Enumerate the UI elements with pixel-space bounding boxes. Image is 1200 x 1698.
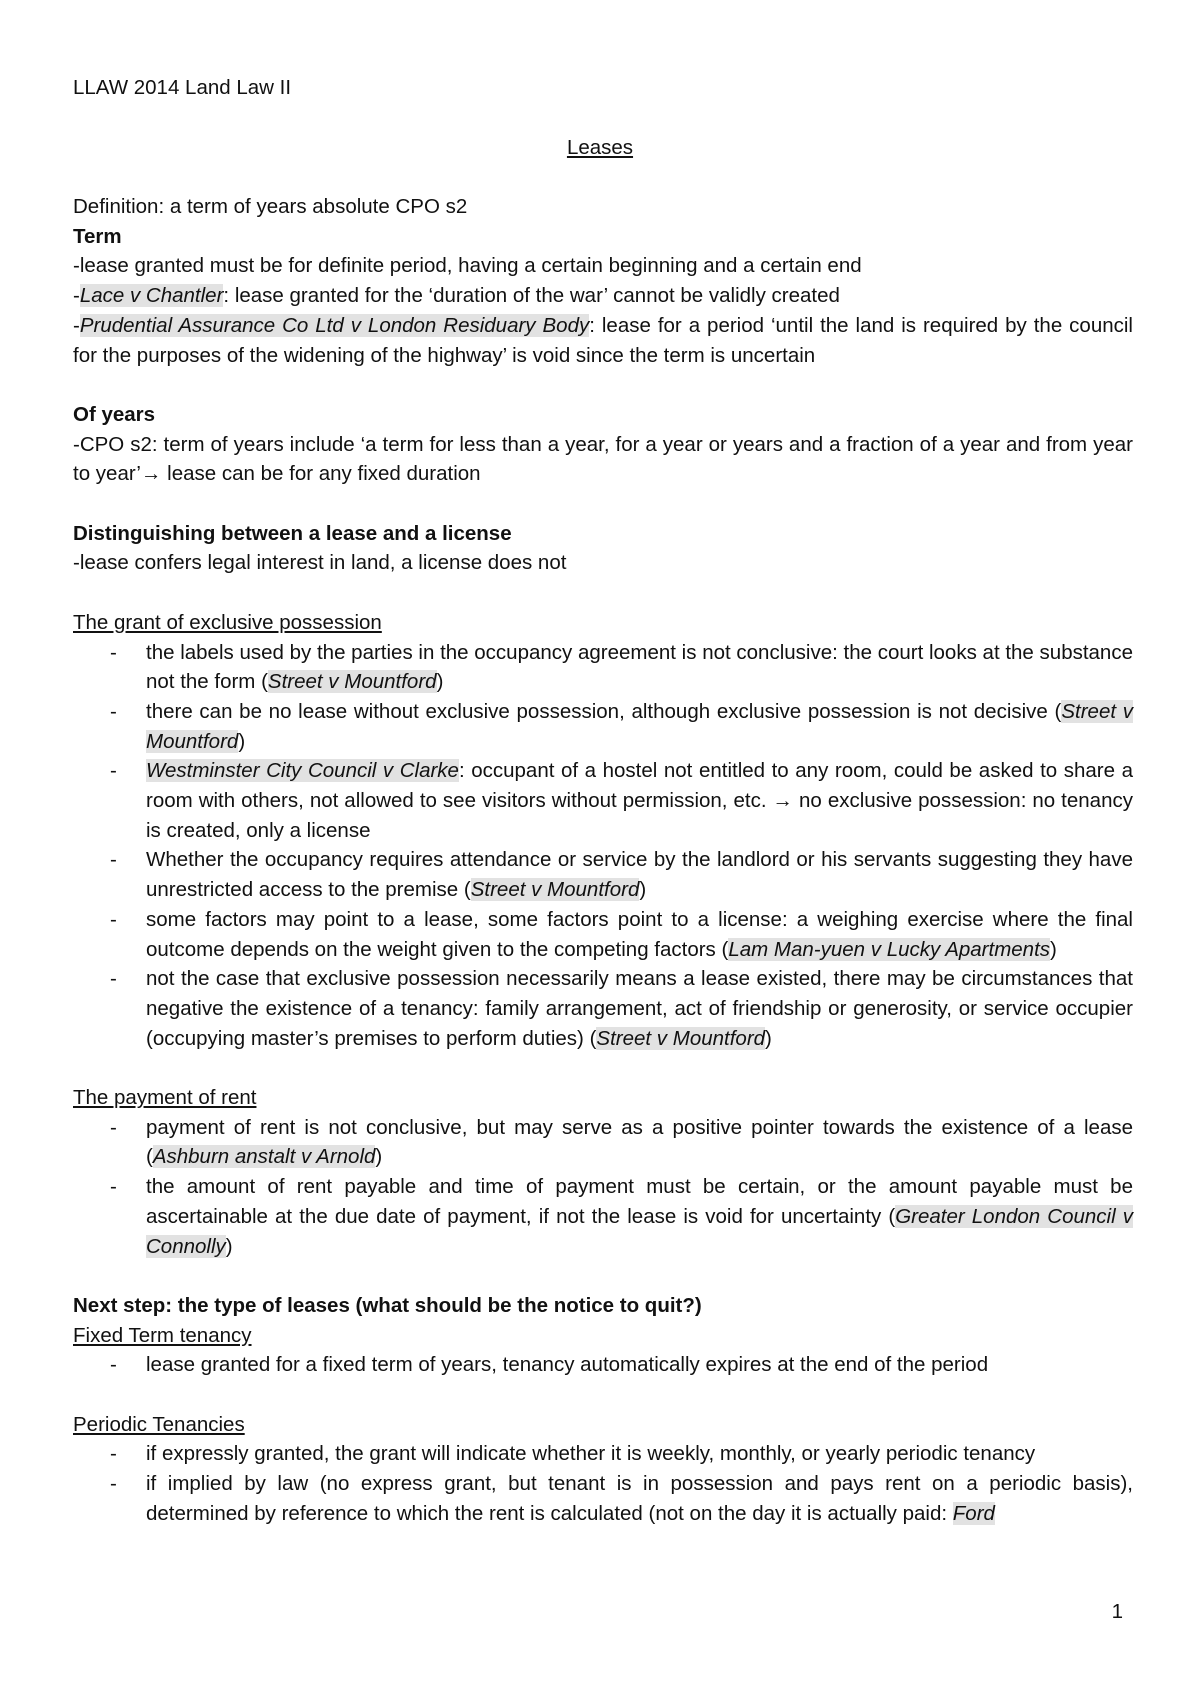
definition-line: Definition: a term of years absolute CPO s2 — [73, 195, 468, 218]
list-item-text: payment of rent is not conclusive, but may serve as a positive pointer towards the existence of a lease ( — [146, 1115, 1133, 1169]
periodic-list — [73, 1439, 1133, 1528]
list-item-end: ) — [436, 670, 444, 694]
list-item-text: Whether the occupancy requires attendance or service by the landlord or his servants suggesting they have unrestricted access to the premise ( — [146, 848, 1133, 902]
of-years-heading: Of years — [73, 402, 156, 426]
list-item — [73, 1113, 1133, 1172]
list-item — [73, 905, 1133, 964]
page-title: Leases — [566, 136, 634, 159]
list-item-text: : occupant of a hostel not entitled to any room, could be asked to share a room with others, not allowed to see visitors without permission, etc. → no exclusive possession: no tenancy is created, only a license — [146, 759, 1133, 842]
rent-heading: The payment of rent — [73, 1086, 257, 1110]
case-citation: Ford — [952, 1501, 995, 1525]
page-number: 1 — [1111, 1600, 1123, 1623]
list-item — [73, 756, 1133, 845]
of-years-text: -CPO s2: term of years include ‘a term for less than a year, for a year or years and a fraction of a year and from year to year’→ lease can be for any fixed duration — [73, 432, 1133, 486]
list-item-end: ) — [1050, 937, 1057, 961]
exclusive-possession-heading: The grant of exclusive possession — [73, 610, 382, 634]
case-citation: Lam Man-yuen v Lucky Apartments — [728, 937, 1051, 961]
list-item — [73, 845, 1133, 904]
list-item: - if expressly granted, the grant will indicate whether it is weekly, monthly, or yearly periodic tenancy — [73, 1439, 1133, 1469]
list-item-text: the labels used by the parties in the occupancy agreement is not conclusive: the court looks at the substance not the form ( — [146, 640, 1133, 694]
list-item-text: the amount of rent payable and time of payment must be certain, or the amount payable must be ascertainable at the due date of payment, if not the lease is void for uncertainty ( — [146, 1175, 1133, 1228]
term-line-2-text: : lease granted for the ‘duration of the war’ cannot be validly created — [223, 284, 840, 308]
term-line-2 — [73, 281, 1133, 311]
exclusive-possession-list — [73, 638, 1133, 1054]
term-line-3-text: : lease for a period ‘until the land is required by the council for the purposes of the widening of the highway’ is void since the term is uncertain — [73, 313, 1133, 367]
list-item — [73, 638, 1133, 697]
list-item-end: ) — [765, 1026, 772, 1050]
list-item — [73, 1469, 1133, 1528]
case-citation: Greater London Council v Connolly — [146, 1204, 1133, 1258]
document-body — [73, 192, 1133, 1529]
case-citation: Street v Mountford — [267, 670, 437, 694]
dash-prefix: - — [73, 284, 80, 308]
list-item-text: if implied by law (no express grant, but tenant is in possession and pays rent on a periodic basis), determined by reference to which the rent is calculated (not on the day it is actually paid: — [146, 1472, 1133, 1525]
case-citation: Prudential Assurance Co Ltd v London Residuary Body — [79, 313, 590, 337]
list-item-end: ) — [238, 729, 246, 753]
term-line-1: -lease granted must be for definite period, having a certain beginning and a certain end — [73, 254, 862, 278]
list-item — [73, 964, 1133, 1053]
list-item — [73, 697, 1133, 756]
list-item-text: there can be no lease without exclusive possession, although exclusive possession is not decisive ( — [146, 699, 1062, 723]
case-citation: Street v Mountford — [146, 699, 1133, 753]
distinguishing-text: -lease confers legal interest in land, a license does not — [73, 551, 567, 575]
list-item-end: ) — [225, 1234, 233, 1258]
case-citation: Ashburn anstalt v Arnold — [152, 1145, 376, 1169]
page-header: LLAW 2014 Land Law II — [73, 76, 292, 99]
rent-list — [73, 1113, 1133, 1262]
case-citation: Westminster City Council v Clarke — [146, 759, 459, 783]
distinguishing-heading: Distinguishing between a lease and a license — [73, 521, 512, 545]
case-citation: Street v Mountford — [596, 1026, 766, 1050]
case-citation: Street v Mountford — [470, 878, 640, 902]
fixed-term-list — [73, 1350, 1133, 1380]
list-item-end: ) — [375, 1145, 383, 1169]
term-line-3 — [73, 311, 1133, 370]
list-item-text: some factors may point to a lease, some factors point to a license: a weighing exercise where the final outcome depends on the weight given to the competing factors ( — [146, 907, 1133, 961]
periodic-heading: Periodic Tenancies — [73, 1412, 245, 1436]
list-item: - lease granted for a fixed term of years, tenancy automatically expires at the end of the period — [73, 1350, 1133, 1380]
dash-prefix: - — [73, 313, 80, 337]
term-heading: Term — [73, 224, 122, 248]
list-item-end: ) — [639, 878, 647, 902]
list-item — [73, 1172, 1133, 1261]
fixed-term-heading: Fixed Term tenancy — [73, 1323, 252, 1347]
next-step-heading: Next step: the type of leases (what should be the notice to quit?) — [73, 1293, 702, 1317]
list-item-text: not the case that exclusive possession necessarily means a lease existed, there may be circumstances that negative the existence of a tenancy: family arrangement, act of friendship or generosity, or service occupier (occupying master’s premises to perform duties) ( — [146, 967, 1133, 1050]
case-citation: Lace v Chantler — [79, 284, 224, 308]
